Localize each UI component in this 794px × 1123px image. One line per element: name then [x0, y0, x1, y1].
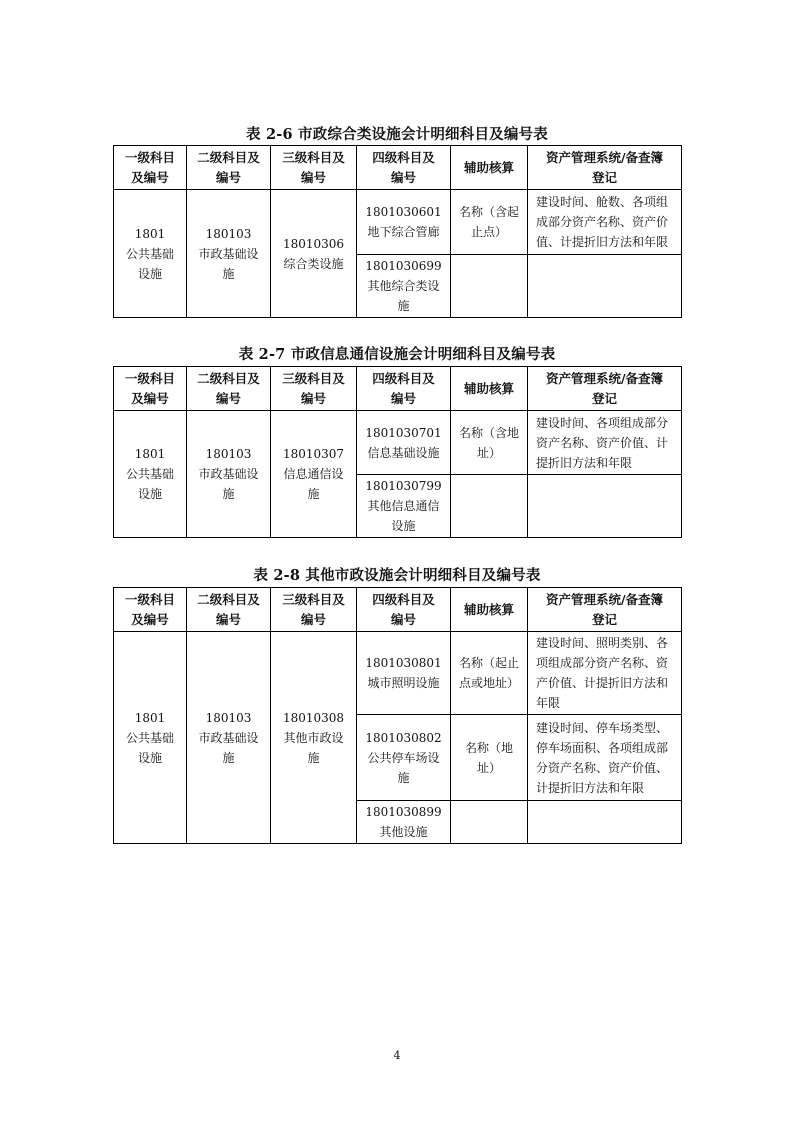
cell-line: 编号	[390, 390, 416, 406]
cell-line: 18010306	[282, 236, 345, 251]
cell-line: 四级科目及	[372, 149, 435, 165]
level2-cell	[187, 632, 271, 844]
cell-line: 编号	[215, 390, 241, 406]
header-level2	[187, 588, 271, 632]
level4-cell	[357, 801, 451, 844]
aux-cell	[451, 190, 528, 255]
cell-line: 施	[222, 487, 235, 501]
header-aux	[451, 367, 528, 411]
cell-line: 其他市政设	[283, 730, 344, 745]
cell-line: 城市照明设施	[367, 676, 440, 690]
level4-cell	[357, 475, 451, 538]
level4-cell	[357, 411, 451, 475]
cell-line: 18010308	[282, 710, 345, 725]
level4-cell	[357, 632, 451, 715]
header-registry	[528, 588, 682, 632]
level3-cell	[271, 411, 357, 538]
header-level1	[114, 588, 187, 632]
cell-line: 施	[222, 750, 235, 765]
level4-cell	[357, 255, 451, 318]
header-row	[114, 146, 682, 190]
aux-cell	[451, 715, 528, 801]
page-number: 4	[393, 1049, 401, 1062]
cell-line: 设施	[391, 519, 416, 533]
level2-cell	[187, 411, 271, 538]
cell-line: 止点）	[470, 225, 507, 239]
cell-line: 180103	[205, 710, 252, 725]
cell-line: 登记	[591, 390, 617, 406]
cell-line: 施	[222, 266, 235, 281]
registry-cell	[528, 801, 682, 844]
header-level4	[357, 367, 451, 411]
header-level4	[357, 146, 451, 190]
cell-line: 辅助核算	[463, 380, 514, 396]
header-level2	[187, 367, 271, 411]
level4-cell	[357, 190, 451, 255]
header-registry	[528, 146, 682, 190]
cell-line: 址）	[476, 445, 501, 460]
header-registry	[528, 367, 682, 411]
aux-cell	[451, 411, 528, 475]
aux-cell	[451, 475, 528, 538]
cell-line: 其他信息通信	[367, 499, 440, 513]
table-row	[114, 190, 682, 255]
cell-line: 点或地址）	[458, 676, 519, 690]
cell-line: 信息基础设施	[367, 445, 440, 460]
cell-line: 三级科目及	[282, 370, 345, 386]
cell-line: 二级科目及	[197, 370, 260, 386]
cell-line: 编号	[215, 611, 241, 627]
cell-line: 编号	[300, 169, 326, 185]
cell-line: 1801030601	[365, 205, 442, 219]
level4-cell	[357, 715, 451, 801]
cell-line: 设施	[137, 487, 162, 501]
cell-line: 名称（含地	[458, 425, 519, 440]
cell-line: 及编号	[131, 611, 169, 627]
cell-line: 登记	[591, 169, 617, 185]
header-level1	[114, 146, 187, 190]
cell-line: 资产管理系统/备查簿	[545, 591, 664, 607]
cell-line: 施	[307, 487, 320, 501]
cell-line: 辅助核算	[463, 601, 514, 617]
cell-line: 登记	[591, 611, 617, 627]
header-row	[114, 367, 682, 411]
level1-cell	[114, 411, 187, 538]
level3-cell	[271, 190, 357, 318]
cell-line: 公共基础	[125, 246, 174, 261]
level2-cell	[187, 190, 271, 318]
table-2-7	[113, 366, 682, 538]
cell-line: 综合类设施	[283, 256, 344, 271]
table-2-6-caption: 表 2-6 市政综合类设施会计明细科目及编号表	[246, 126, 548, 143]
cell-line: 三级科目及	[282, 591, 345, 607]
cell-line: 及编号	[131, 169, 169, 185]
cell-line: 施	[397, 770, 410, 785]
cell-line: 编号	[300, 611, 326, 627]
header-level3	[271, 367, 357, 411]
cell-line: 1801	[134, 226, 166, 241]
cell-line: 公共停车场设	[367, 750, 440, 765]
registry-cell: 建设时间、照明类别、各项组成部分资产名称、资产价值、计提折旧方法和年限	[528, 632, 682, 715]
cell-line: 信息通信设	[283, 467, 344, 481]
table-2-6	[113, 145, 682, 318]
aux-cell	[451, 255, 528, 318]
cell-line: 三级科目及	[282, 149, 345, 165]
table-2-8	[113, 587, 682, 844]
level3-cell	[271, 632, 357, 844]
cell-line: 市政基础设	[198, 467, 259, 481]
registry-cell	[528, 475, 682, 538]
cell-line: 编号	[215, 169, 241, 185]
cell-line: 资产管理系统/备查簿	[545, 370, 664, 386]
header-row	[114, 588, 682, 632]
cell-line: 名称（起止	[458, 656, 519, 670]
header-level1	[114, 367, 187, 411]
cell-line: 施	[397, 299, 410, 313]
cell-line: 1801030802	[365, 730, 442, 745]
cell-line: 编号	[390, 611, 416, 627]
table-row	[114, 411, 682, 475]
cell-line: 及编号	[131, 390, 169, 406]
cell-line: 编号	[390, 169, 416, 185]
cell-line: 设施	[137, 266, 162, 281]
cell-line: 二级科目及	[197, 149, 260, 165]
cell-line: 公共基础	[125, 730, 174, 745]
header-level4	[357, 588, 451, 632]
header-level3	[271, 588, 357, 632]
cell-line: 1801030899	[365, 805, 442, 819]
table-2-7-caption: 表 2-7 市政信息通信设施会计明细科目及编号表	[238, 346, 556, 363]
cell-line: 编号	[300, 390, 326, 406]
cell-line: 市政基础设	[198, 246, 259, 261]
cell-line: 一级科目	[124, 149, 175, 165]
level1-cell	[114, 632, 187, 844]
cell-line: 其他综合类设	[367, 279, 440, 293]
cell-line: 其他设施	[379, 825, 428, 839]
registry-cell: 建设时间、停车场类型、停车场面积、各项组成部分资产名称、资产价值、计提折旧方法和年限	[528, 715, 682, 801]
cell-line: 四级科目及	[372, 370, 435, 386]
cell-line: 18010307	[282, 447, 345, 461]
registry-cell: 建设时间、舱数、各项组成部分资产名称、资产价值、计提折旧方法和年限	[528, 190, 682, 255]
cell-line: 址）	[476, 760, 501, 775]
cell-line: 1801030701	[365, 425, 442, 440]
aux-cell	[451, 801, 528, 844]
cell-line: 一级科目	[124, 370, 175, 386]
table-2-8-caption: 表 2-8 其他市政设施会计明细科目及编号表	[253, 567, 541, 584]
cell-line: 名称（地	[464, 740, 513, 755]
cell-line: 二级科目及	[197, 591, 260, 607]
cell-line: 辅助核算	[463, 159, 514, 175]
cell-line: 公共基础	[125, 467, 174, 481]
cell-line: 设施	[137, 750, 162, 765]
aux-cell	[451, 632, 528, 715]
cell-line: 180103	[205, 226, 252, 241]
cell-line: 名称（含起	[458, 205, 519, 219]
header-level2	[187, 146, 271, 190]
cell-line: 一级科目	[124, 591, 175, 607]
cell-line: 1801	[134, 447, 166, 461]
table-row	[114, 632, 682, 715]
level1-cell	[114, 190, 187, 318]
cell-line: 180103	[205, 447, 252, 461]
cell-line: 1801030799	[365, 479, 442, 493]
registry-cell	[528, 255, 682, 318]
registry-cell: 建设时间、各项组成部分资产名称、资产价值、计提折旧方法和年限	[528, 411, 682, 475]
header-level3	[271, 146, 357, 190]
cell-line: 施	[307, 750, 320, 765]
cell-line: 1801	[134, 710, 166, 725]
cell-line: 1801030801	[365, 656, 442, 670]
header-aux	[451, 588, 528, 632]
header-aux	[451, 146, 528, 190]
cell-line: 地下综合管廊	[367, 225, 440, 239]
cell-line: 市政基础设	[198, 730, 259, 745]
cell-line: 1801030699	[365, 259, 442, 273]
cell-line: 资产管理系统/备查簿	[545, 149, 664, 165]
cell-line: 四级科目及	[372, 591, 435, 607]
